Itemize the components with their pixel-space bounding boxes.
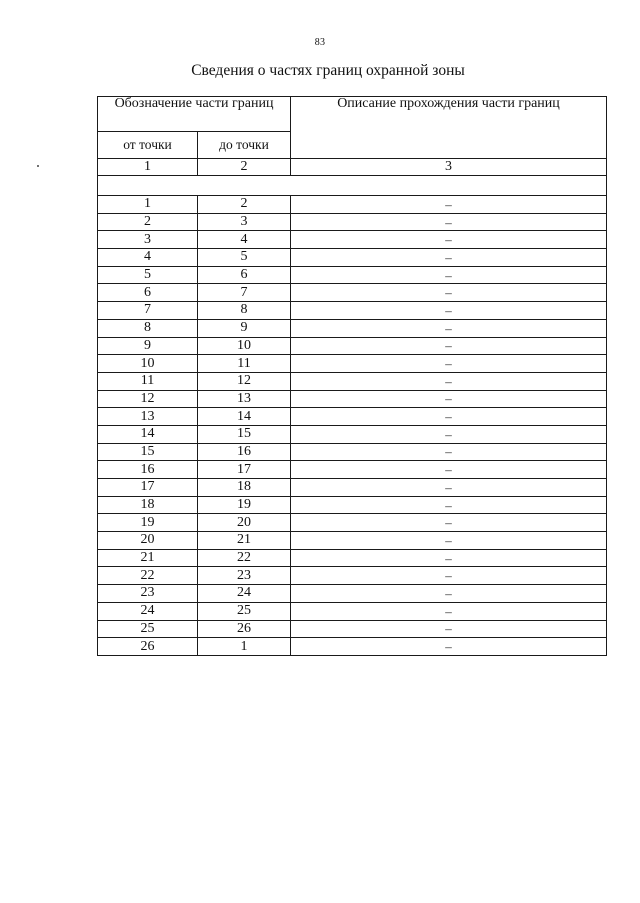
table-row <box>98 266 607 284</box>
description-cell: – <box>291 602 607 620</box>
to-point-cell: 16 <box>198 443 291 461</box>
from-point-cell: 4 <box>98 249 198 267</box>
to-point-cell: 23 <box>198 567 291 585</box>
from-point-cell: 8 <box>98 319 198 337</box>
description-cell: – <box>291 461 607 479</box>
from-point-cell: 22 <box>98 567 198 585</box>
table-row <box>98 479 607 497</box>
table-row <box>98 620 607 638</box>
to-point-cell: 7 <box>198 284 291 302</box>
table-row <box>98 284 607 302</box>
to-point-cell: 4 <box>198 231 291 249</box>
from-point-cell: 5 <box>98 266 198 284</box>
to-point-cell: 25 <box>198 602 291 620</box>
table-row <box>98 249 607 267</box>
table-row <box>98 425 607 443</box>
description-cell: – <box>291 319 607 337</box>
table-row <box>98 567 607 585</box>
to-point-cell: 8 <box>198 302 291 320</box>
from-point-cell: 15 <box>98 443 198 461</box>
description-cell: – <box>291 638 607 656</box>
to-point-cell: 24 <box>198 585 291 603</box>
blank-cell <box>98 176 607 196</box>
table-row <box>98 514 607 532</box>
to-point-cell: 10 <box>198 337 291 355</box>
from-point-cell: 3 <box>98 231 198 249</box>
table-row <box>98 390 607 408</box>
to-point-cell: 12 <box>198 372 291 390</box>
table-row <box>98 496 607 514</box>
description-cell: – <box>291 284 607 302</box>
from-point-cell: 25 <box>98 620 198 638</box>
description-cell: – <box>291 372 607 390</box>
description-cell: – <box>291 231 607 249</box>
page-number: 83 <box>314 37 326 48</box>
table-header-row <box>98 97 607 132</box>
to-point-cell: 5 <box>198 249 291 267</box>
from-point-cell: 18 <box>98 496 198 514</box>
from-point-cell: 11 <box>98 372 198 390</box>
table-row <box>98 231 607 249</box>
description-cell: – <box>291 213 607 231</box>
from-point-cell: 12 <box>98 390 198 408</box>
from-point-cell: 20 <box>98 532 198 550</box>
to-point-cell: 1 <box>198 638 291 656</box>
to-point-cell: 21 <box>198 532 291 550</box>
from-point-cell: 19 <box>98 514 198 532</box>
from-point-cell: 9 <box>98 337 198 355</box>
header-group-cell: Обозначение части границ <box>98 97 291 132</box>
to-point-cell: 18 <box>198 479 291 497</box>
table-row <box>98 532 607 550</box>
description-cell: – <box>291 514 607 532</box>
description-cell: – <box>291 585 607 603</box>
table-row <box>98 585 607 603</box>
to-point-cell: 2 <box>198 196 291 214</box>
table-blank-row <box>98 176 607 196</box>
table-row <box>98 372 607 390</box>
to-point-cell: 26 <box>198 620 291 638</box>
to-point-cell: 3 <box>198 213 291 231</box>
to-point-cell: 17 <box>198 461 291 479</box>
header-from-cell: от точки <box>98 132 198 159</box>
description-cell: – <box>291 337 607 355</box>
header-description-cell: Описание прохождения части границ <box>291 97 607 159</box>
to-point-cell: 22 <box>198 549 291 567</box>
description-cell: – <box>291 266 607 284</box>
boundary-table <box>97 96 607 656</box>
column-number-row <box>98 159 607 176</box>
to-point-cell: 20 <box>198 514 291 532</box>
description-cell: – <box>291 496 607 514</box>
to-point-cell: 14 <box>198 408 291 426</box>
from-point-cell: 17 <box>98 479 198 497</box>
column-number-cell: 3 <box>291 159 607 176</box>
table-row <box>98 638 607 656</box>
from-point-cell: 24 <box>98 602 198 620</box>
from-point-cell: 13 <box>98 408 198 426</box>
description-cell: – <box>291 567 607 585</box>
to-point-cell: 15 <box>198 425 291 443</box>
to-point-cell: 19 <box>198 496 291 514</box>
table-row <box>98 461 607 479</box>
scan-speck <box>37 165 39 167</box>
description-cell: – <box>291 443 607 461</box>
from-point-cell: 23 <box>98 585 198 603</box>
from-point-cell: 6 <box>98 284 198 302</box>
page-title: Сведения о частях границ охранной зоны <box>191 62 465 79</box>
table-row <box>98 337 607 355</box>
table-row <box>98 213 607 231</box>
description-cell: – <box>291 249 607 267</box>
from-point-cell: 16 <box>98 461 198 479</box>
column-number-cell: 1 <box>98 159 198 176</box>
from-point-cell: 21 <box>98 549 198 567</box>
description-cell: – <box>291 408 607 426</box>
to-point-cell: 11 <box>198 355 291 373</box>
from-point-cell: 26 <box>98 638 198 656</box>
from-point-cell: 10 <box>98 355 198 373</box>
description-cell: – <box>291 355 607 373</box>
from-point-cell: 1 <box>98 196 198 214</box>
from-point-cell: 2 <box>98 213 198 231</box>
table-row <box>98 408 607 426</box>
description-cell: – <box>291 302 607 320</box>
table-row <box>98 302 607 320</box>
column-number-cell: 2 <box>198 159 291 176</box>
description-cell: – <box>291 532 607 550</box>
table-row <box>98 319 607 337</box>
description-cell: – <box>291 479 607 497</box>
description-cell: – <box>291 549 607 567</box>
description-cell: – <box>291 390 607 408</box>
table-row <box>98 355 607 373</box>
description-cell: – <box>291 620 607 638</box>
table-row <box>98 549 607 567</box>
to-point-cell: 6 <box>198 266 291 284</box>
table-row <box>98 443 607 461</box>
from-point-cell: 7 <box>98 302 198 320</box>
table-row <box>98 196 607 214</box>
to-point-cell: 9 <box>198 319 291 337</box>
description-cell: – <box>291 425 607 443</box>
header-to-cell: до точки <box>198 132 291 159</box>
description-cell: – <box>291 196 607 214</box>
from-point-cell: 14 <box>98 425 198 443</box>
to-point-cell: 13 <box>198 390 291 408</box>
table-row <box>98 602 607 620</box>
